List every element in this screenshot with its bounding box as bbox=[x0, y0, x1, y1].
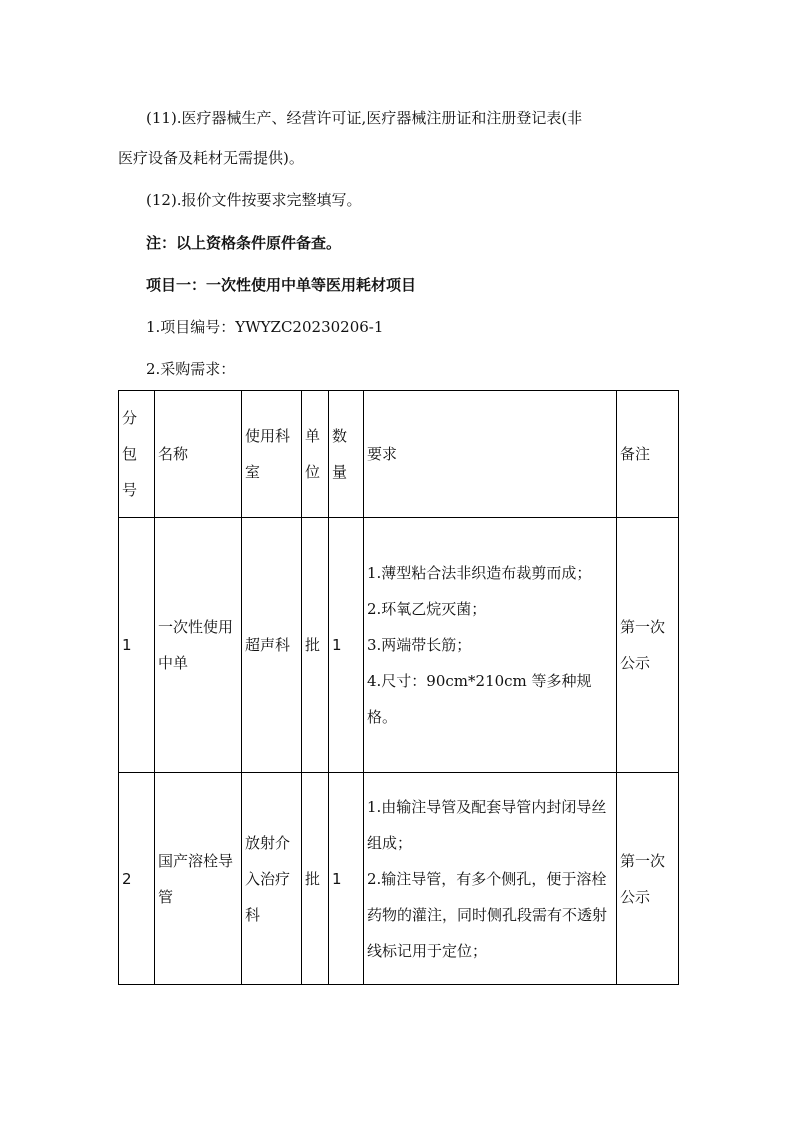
paragraph-12: (12).报价文件按要求完整填写。 bbox=[146, 191, 362, 209]
row-remarks: 第一次公示 bbox=[617, 773, 679, 985]
row-name: 国产溶栓导管 bbox=[155, 773, 242, 985]
header-unit: 单位 bbox=[302, 391, 329, 518]
row-quantity: 1 bbox=[329, 773, 364, 985]
header-quantity: 数量 bbox=[329, 391, 364, 518]
requirement-line: 1.薄型粘合法非织造布裁剪而成； bbox=[367, 564, 592, 582]
header-requirements: 要求 bbox=[364, 391, 617, 518]
table-row bbox=[119, 773, 679, 985]
requirement-line: 2.输注导管，有多个侧孔，便于溶栓药物的灌注，同时侧孔段需有不透射线标记用于定位； bbox=[367, 869, 608, 960]
header-name: 名称 bbox=[155, 391, 242, 518]
row-name: 一次性使用中单 bbox=[155, 518, 242, 773]
requirement-heading: 2.采购需求： bbox=[146, 360, 236, 378]
paragraph-11-line2: 医疗设备及耗材无需提供)。 bbox=[118, 149, 304, 167]
project-number: 1.项目编号：YWYZC20230206-1 bbox=[146, 318, 384, 336]
row-requirements bbox=[364, 773, 617, 985]
row-department: 超声科 bbox=[242, 518, 302, 773]
row-requirements bbox=[364, 518, 617, 773]
row-package-no: 2 bbox=[119, 773, 155, 985]
paragraph-11-line1: (11).医疗器械生产、经营许可证,医疗器械注册证和注册登记表(非 bbox=[146, 109, 583, 127]
row-unit: 批 bbox=[302, 518, 329, 773]
requirement-line: 4.尺寸：90cm*210cm 等多种规格。 bbox=[367, 672, 592, 726]
requirement-line: 1.由输注导管及配套导管内封闭导丝组成； bbox=[367, 797, 607, 852]
header-department: 使用科室 bbox=[242, 391, 302, 518]
table-header-row bbox=[119, 391, 679, 518]
qualification-note: 注：以上资格条件原件备查。 bbox=[146, 234, 342, 252]
requirement-line: 2.环氧乙烷灭菌； bbox=[367, 600, 487, 618]
header-package-no: 分包号 bbox=[119, 391, 155, 518]
procurement-table bbox=[118, 390, 679, 985]
row-quantity: 1 bbox=[329, 518, 364, 773]
row-unit: 批 bbox=[302, 773, 329, 985]
table-row bbox=[119, 518, 679, 773]
row-remarks: 第一次公示 bbox=[617, 518, 679, 773]
project-title: 项目一：一次性使用中单等医用耗材项目 bbox=[146, 276, 417, 294]
row-department: 放射介入治疗科 bbox=[242, 773, 302, 985]
header-remarks: 备注 bbox=[617, 391, 679, 518]
row-package-no: 1 bbox=[119, 518, 155, 773]
requirement-line: 3.两端带长筋； bbox=[367, 636, 472, 654]
